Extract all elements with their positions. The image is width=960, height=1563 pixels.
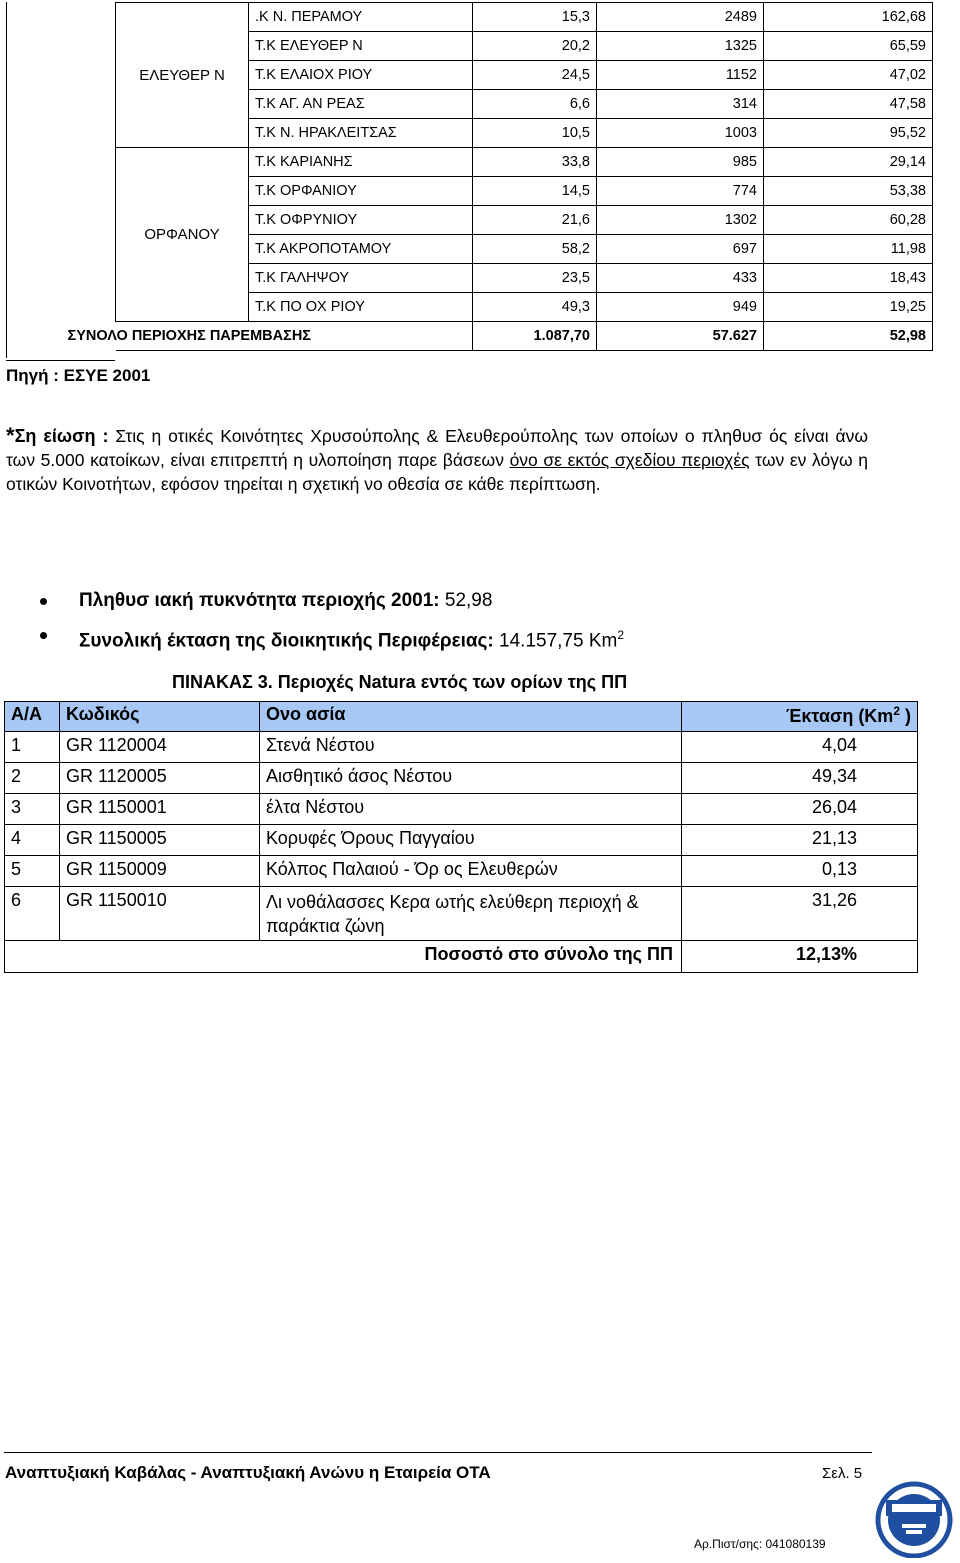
community-name: Τ.Κ ΠΟ ΟΧ ΡΙΟΥ [249, 293, 473, 322]
population-value: 697 [597, 235, 764, 264]
total-row-left-extension [6, 330, 115, 361]
logo-graphic [872, 1478, 956, 1558]
density-value: 65,59 [764, 32, 933, 61]
row-aa: 3 [5, 794, 60, 825]
natura-total-label: Ποσοστό στο σύνολο της ΠΠ [5, 941, 682, 973]
certification-number: Αρ.Πιστ/σης: 041080139 [694, 1537, 826, 1551]
header-area-sup: 2 [893, 704, 900, 718]
community-name: Τ.Κ ΑΚΡΟΠΟΤΑΜΟΥ [249, 235, 473, 264]
population-value: 433 [597, 264, 764, 293]
row-code: GR 1150010 [60, 887, 260, 941]
area-value: 15,3 [473, 3, 597, 32]
bullet-label: Συνολική έκταση της διοικητικής Περιφέρειας: [79, 630, 494, 652]
density-value: 47,02 [764, 61, 933, 90]
density-value: 162,68 [764, 3, 933, 32]
bullet-value: 14.157,75 Km [493, 630, 618, 652]
community-name: Τ.Κ Ν. ΗΡΑΚΛΕΙΤΣΑΣ [249, 119, 473, 148]
table-row [116, 148, 933, 177]
header-area-tail: ) [900, 706, 911, 726]
row-code: GR 1150005 [60, 825, 260, 856]
table-row [5, 763, 918, 794]
community-name: .Κ Ν. ΠΕΡΑΜΟΥ [249, 3, 473, 32]
bullet-value: 52,98 [439, 590, 493, 611]
table-row [5, 825, 918, 856]
population-value: 949 [597, 293, 764, 322]
area-value: 14,5 [473, 177, 597, 206]
row-aa: 2 [5, 763, 60, 794]
list-item [40, 586, 624, 620]
source-note: Πηγή : ΕΣΥΕ 2001 [6, 366, 151, 385]
row-code: GR 1150009 [60, 856, 260, 887]
area-value: 10,5 [473, 119, 597, 148]
footer-rule [4, 1452, 872, 1453]
header-name: Ονο ασία [260, 702, 682, 732]
area-value: 58,2 [473, 235, 597, 264]
total-density: 52,98 [764, 322, 933, 351]
row-aa: 4 [5, 825, 60, 856]
density-value: 29,14 [764, 148, 933, 177]
footer-org: Αναπτυξιακή Καβάλας - Αναπτυξιακή Ανώνυ η Εταιρεία ΟΤΑ [5, 1463, 491, 1482]
row-area: 4,04 [682, 732, 918, 763]
community-name: Τ.Κ ΟΡΦΑΝΙΟΥ [249, 177, 473, 206]
population-value: 1003 [597, 119, 764, 148]
page-number: Σελ. 5 [822, 1465, 863, 1482]
total-row [116, 322, 933, 351]
area-value: 49,3 [473, 293, 597, 322]
natura-total-value: 12,13% [682, 941, 918, 973]
total-population: 57.627 [597, 322, 764, 351]
asterisk: * [6, 423, 15, 448]
table-row [5, 887, 918, 941]
header-area-text: Έκταση (Km [786, 706, 894, 726]
population-value: 2489 [597, 3, 764, 32]
population-value: 774 [597, 177, 764, 206]
header-aa: Α/Α [5, 702, 60, 732]
row-name: Αισθητικό άσος Νέστου [260, 763, 682, 794]
population-value: 1302 [597, 206, 764, 235]
community-name: Τ.Κ ΑΓ. ΑΝ ΡΕΑΣ [249, 90, 473, 119]
population-value: 1152 [597, 61, 764, 90]
population-value: 985 [597, 148, 764, 177]
row-name: Κόλπος Παλαιού - Όρ ος Ελευθερών [260, 856, 682, 887]
table-row [5, 856, 918, 887]
row-aa: 5 [5, 856, 60, 887]
bullet-icon [40, 632, 47, 639]
area-value: 6,6 [473, 90, 597, 119]
community-name: Τ.Κ ΚΑΡΙΑΝΗΣ [249, 148, 473, 177]
bullet-icon [40, 598, 47, 605]
density-value: 53,38 [764, 177, 933, 206]
area-value: 33,8 [473, 148, 597, 177]
row-code: GR 1120004 [60, 732, 260, 763]
row-aa: 1 [5, 732, 60, 763]
note-text-2: των εν λόγω η οτικών Κοινοτήτων, εφόσον τηρείται η σχετική νο οθεσία σε κάθε περίπτωση. [6, 450, 868, 494]
municipality-cell: ΟΡΦΑΝΟΥ [116, 148, 249, 322]
row-area: 21,13 [682, 825, 918, 856]
area-value: 21,6 [473, 206, 597, 235]
note-text-1: Στις η οτικές Κοινότητες Χρυσούπολης & Ελευθερούπολης των οποίων ο πληθυσ ός είναι άνω των 5.000 κατοίκων, είναι επιτρεπτή η υλοποίηση παρε βάσεων [6, 426, 868, 470]
density-value: 18,43 [764, 264, 933, 293]
population-value: 314 [597, 90, 764, 119]
note-lead: Ση είωση : [14, 426, 109, 446]
header-area [682, 702, 918, 732]
row-area: 49,34 [682, 763, 918, 794]
natura-table [4, 701, 918, 973]
total-label [67, 322, 473, 351]
total-area: 1.087,70 [473, 322, 597, 351]
list-item [40, 620, 624, 654]
table-caption: ΠΙΝΑΚΑΣ 3. Περιοχές Natura εντός των ορίων της ΠΠ [172, 672, 628, 692]
population-table [67, 2, 933, 351]
row-name: έλτα Νέστου [260, 794, 682, 825]
bullet-label: Πληθυσ ιακή πυκνότητα περιοχής 2001: [79, 590, 440, 611]
row-aa: 6 [5, 887, 60, 941]
table-total-row [5, 941, 918, 973]
community-name: Τ.Κ ΕΛΑΙΟΧ ΡΙΟΥ [249, 61, 473, 90]
density-value: 11,98 [764, 235, 933, 264]
table-left-rule [6, 2, 7, 358]
density-value: 95,52 [764, 119, 933, 148]
certification-logo-icon [872, 1478, 956, 1558]
table-row [5, 732, 918, 763]
table-header-row [5, 702, 918, 732]
total-label-text: ΣΥΝΟΛΟ ΠΕΡΙΟΧΗΣ ΠΑΡΕΜΒΑΣΗΣ [67, 328, 311, 344]
row-area: 26,04 [682, 794, 918, 825]
row-code: GR 1120005 [60, 763, 260, 794]
municipality-cell: ΕΛΕΥΘΕΡ Ν [116, 3, 249, 148]
area-value: 23,5 [473, 264, 597, 293]
community-name: Τ.Κ ΓΑΛΗΨΟΥ [249, 264, 473, 293]
bullet-sup: 2 [617, 628, 625, 642]
area-value: 20,2 [473, 32, 597, 61]
table-row [5, 794, 918, 825]
community-name: Τ.Κ ΕΛΕΥΘΕΡ Ν [249, 32, 473, 61]
area-value: 24,5 [473, 61, 597, 90]
note-paragraph [6, 424, 868, 496]
bullet-list [40, 586, 624, 654]
row-name: Κορυφές Όρους Παγγαίου [260, 825, 682, 856]
row-area: 0,13 [682, 856, 918, 887]
community-name: Τ.Κ ΟΦΡΥΝΙΟΥ [249, 206, 473, 235]
population-value: 1325 [597, 32, 764, 61]
header-code: Κωδικός [60, 702, 260, 732]
density-value: 47,58 [764, 90, 933, 119]
density-value: 60,28 [764, 206, 933, 235]
row-name: Λι νοθάλασσες Κερα ωτής ελεύθερη περιοχή & παράκτια ζώνη [260, 887, 682, 941]
row-area: 31,26 [682, 887, 918, 941]
table-row [116, 3, 933, 32]
row-code: GR 1150001 [60, 794, 260, 825]
row-name: Στενά Νέστου [260, 732, 682, 763]
note-underlined: όνο σε εκτός σχεδίου περιοχές [509, 450, 750, 470]
density-value: 19,25 [764, 293, 933, 322]
